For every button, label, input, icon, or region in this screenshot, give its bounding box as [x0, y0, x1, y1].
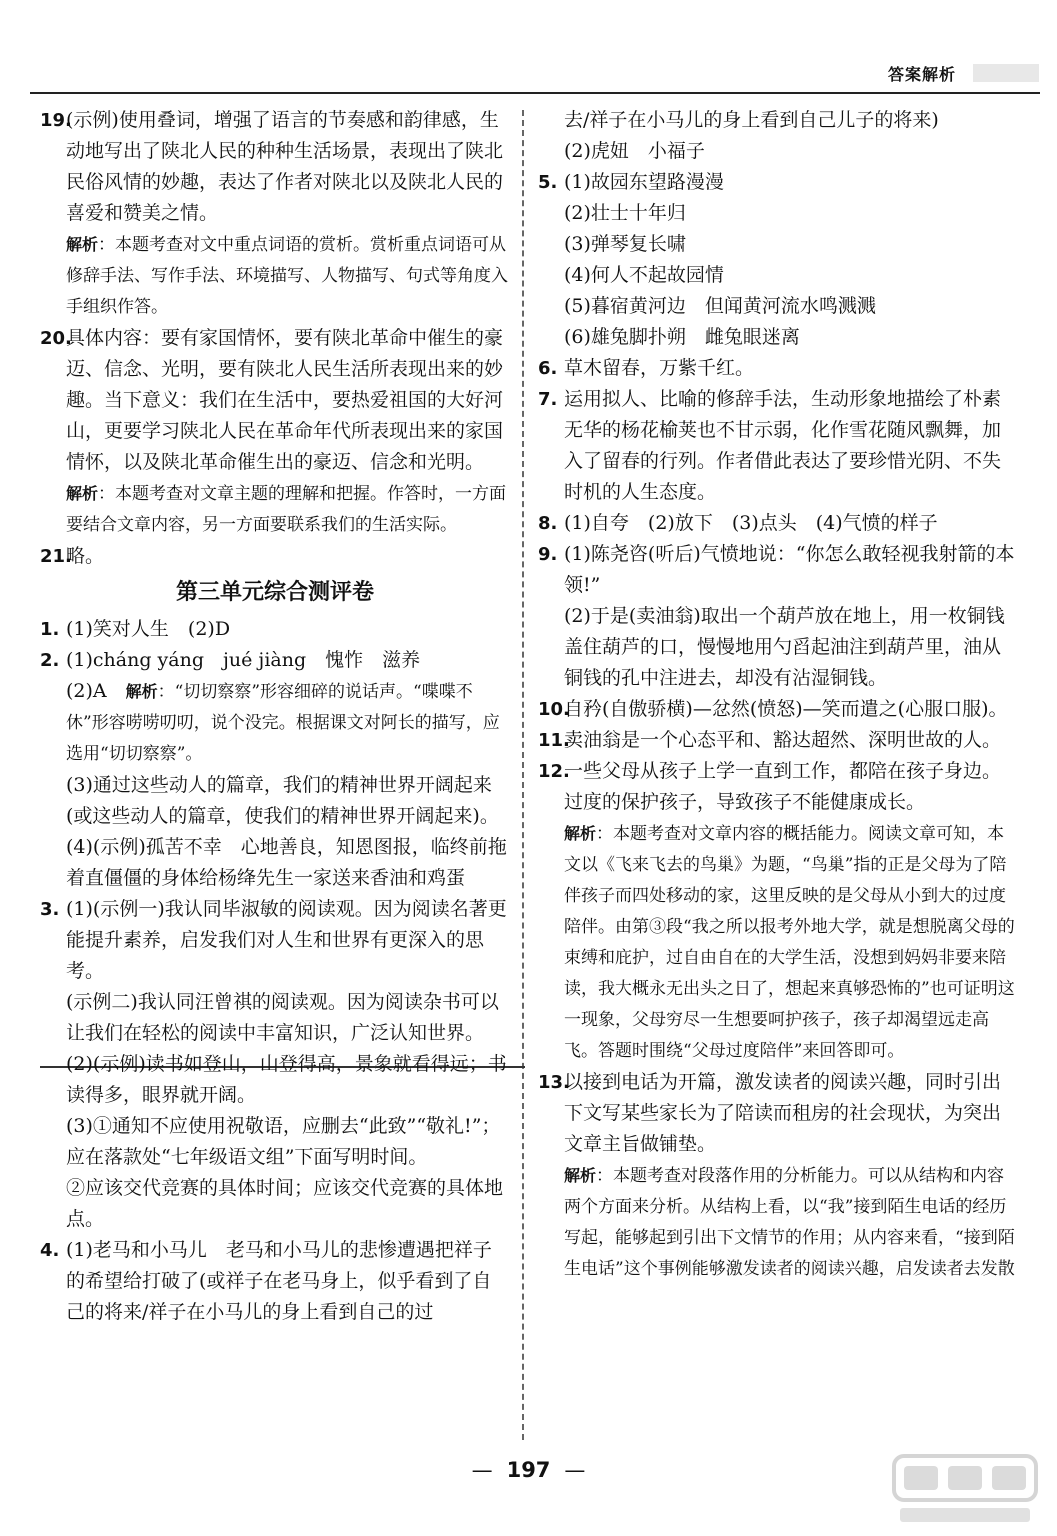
answer-9	[538, 539, 1018, 694]
answer-text: (1)自夸 (2)放下 (3)点头 (4)气愤的样子	[564, 512, 938, 534]
answer-part-1: (1)cháng yáng jué jiàng 愧怍 滋养	[66, 649, 421, 671]
analysis	[66, 229, 510, 323]
question-number: 21.	[40, 546, 72, 567]
answer-text: (示例)使用叠词，增强了语言的节奏感和韵律感，生动地写出了陕北人民的种种生活场景，表现出了陕北民俗风情的妙趣，表达了作者对陕北以及陕北人民的喜爱和赞美之情。	[66, 109, 504, 224]
question-number: 4.	[40, 1240, 60, 1261]
question-number: 3.	[40, 899, 60, 920]
answer-6	[538, 353, 1018, 384]
header-decoration	[973, 64, 1039, 82]
answer-part-2	[66, 676, 510, 770]
answer-line: (6)雄兔脚扑朔 雌兔眼迷离	[564, 326, 800, 348]
answer-text: 一些父母从孩子上学一直到工作，都陪在孩子身边。过度的保护孩子，导致孩子不能健康成长。	[564, 760, 1002, 813]
left-column	[40, 105, 510, 1328]
answer-1	[40, 614, 510, 645]
page-number-value: 197	[506, 1458, 551, 1482]
question-number: 19.	[40, 110, 72, 131]
header-rule	[30, 92, 1040, 94]
question-number: 8.	[538, 513, 558, 534]
analysis-text: ：本题考查对段落作用的分析能力。可以从结构和内容两个方面来分析。从结构上看，以“我”接到陌生电话的经历写起，能够起到引出下文情节的作用；从内容来看，“接到陌生电话”这个事例能够激发读者的阅读兴趣，启发读者去发散	[564, 1166, 1015, 1279]
question-number: 10.	[538, 699, 570, 720]
answer-12	[538, 756, 1018, 1067]
section-title: 第三单元综合测评卷	[175, 580, 374, 605]
analysis	[564, 1160, 1018, 1285]
question-number: 11.	[538, 730, 570, 751]
answer-10	[538, 694, 1018, 725]
answer-8	[538, 508, 1018, 539]
analysis-label: 解析	[125, 682, 158, 701]
analysis-label: 解析	[66, 484, 99, 503]
answer-part-1: (1)老马和小马儿 老马和小马儿的悲惨遭遇把祥子的希望给打破了(或祥子在老马身上，似乎看到了自己的将来/祥子在小马儿的身上看到自己的过	[66, 1239, 492, 1323]
answer-4	[40, 1235, 510, 1328]
header-title: 答案解析	[888, 65, 957, 84]
watermark-logo	[890, 1450, 1040, 1528]
answer-part-2: (2)虎妞 小福子	[564, 140, 705, 162]
answer-text: 略。	[66, 545, 105, 567]
page-number-dash-right: —	[564, 1458, 586, 1482]
answer-part-3b: ②应该交代竞赛的具体时间；应该交代竞赛的具体地点。	[66, 1177, 504, 1230]
answer-text: 卖油翁是一个心态平和、豁达超然、深明世故的人。	[564, 729, 1002, 751]
question-number: 20.	[40, 328, 72, 349]
answer-11	[538, 725, 1018, 756]
question-number: 9.	[538, 544, 558, 565]
answer-21	[40, 541, 510, 572]
answer-line: (5)暮宿黄河边 但闻黄河流水鸣溅溅	[564, 295, 876, 317]
answer-text: 自矜(自傲骄横)—忿然(愤怒)—笑而遣之(心服口服)。	[564, 698, 1008, 720]
answer-text: 具体内容：要有家国情怀，要有陕北革命中催生的豪迈、信念、光明，要有陕北人民生活所表现出来的妙趣。当下意义：我们在生活中，要热爱祖国的大好河山，更要学习陕北人民在革命年代所表现出来的家国情怀，以及陕北革命催生出的豪迈、信念和光明。	[66, 327, 504, 473]
answer-text: 草木留春，万紫千红。	[564, 357, 755, 379]
answer-part-1: (1)(示例一)我认同毕淑敏的阅读观。因为阅读名著更能提升素养，启发我们对人生和世界有更深入的思考。	[66, 898, 507, 982]
analysis-text: ：本题考查对文章主题的理解和把握。作答时，一方面要结合文章内容，另一方面要联系我们的生活实际。	[66, 484, 507, 535]
answer-4-continued	[538, 105, 1018, 167]
answer-line: (2)壮士十年归	[564, 202, 686, 224]
analysis	[564, 818, 1018, 1067]
right-column	[538, 105, 1018, 1285]
question-number: 5.	[538, 172, 558, 193]
answer-line: (1)故园东望路漫漫	[564, 171, 724, 193]
answer-line: (4)何人不起故园情	[564, 264, 724, 286]
analysis	[66, 478, 510, 541]
answer-part-3: (3)①通知不应使用祝敬语，应删去“此致”“敬礼!”；应在落款处“七年级语文组”下面写明时间。	[66, 1115, 501, 1168]
question-number: 1.	[40, 619, 60, 640]
answer-part-1: (1)陈尧咨(听后)气愤地说：“你怎么敢轻视我射箭的本领!”	[564, 543, 1015, 596]
answer-continuation: 去/祥子在小马儿的身上看到自己儿子的将来)	[564, 109, 939, 131]
analysis-label: 解析	[66, 235, 99, 254]
answer-13	[538, 1067, 1018, 1285]
question-number: 13.	[538, 1072, 570, 1093]
answer-part-2: (2)于是(卖油翁)取出一个葫芦放在地上，用一枚铜钱盖住葫芦的口，慢慢地用勺舀起油注到葫芦里，油从铜钱的孔中注进去，却没有沾湿铜钱。	[564, 605, 1005, 689]
question-number: 7.	[538, 389, 558, 410]
answer-part-2: (2)(示例)读书如登山，山登得高，景象就看得远；书读得多，眼界就开阔。	[66, 1053, 507, 1106]
answer-2	[40, 645, 510, 894]
column-divider	[522, 110, 524, 1440]
answer-19	[40, 105, 510, 323]
analysis-text: ：“切切察察”形容细碎的说话声。“喋喋不休”形容唠唠叨叨，说个没完。根据课文对阿长的描写，应选用“切切察察”。	[66, 682, 500, 764]
answer-text: 以接到电话为开篇，激发读者的阅读兴趣，同时引出下文写某些家长为了陪读而租房的社会现状，为突出文章主旨做铺垫。	[564, 1071, 1002, 1155]
page-number-dash-left: —	[471, 1458, 493, 1482]
question-number: 12.	[538, 761, 570, 782]
analysis-label: 解析	[564, 824, 597, 843]
analysis-text: ：本题考查对文中重点词语的赏析。赏析重点词语可从修辞手法、写作手法、环境描写、人物描写、句式等角度入手组织作答。	[66, 235, 508, 317]
answer-line: (3)弹琴复长啸	[564, 233, 686, 255]
analysis-text: ：本题考查对文章内容的概括能力。阅读文章可知，本文以《飞来飞去的鸟巢》为题，“鸟巢”指的正是父母为了陪伴孩子而四处移动的家，这里反映的是父母从小到大的过度陪伴。由第③段“我之所以报考外地大学，就是想脱离父母的束缚和庇护，过自由自在的大学生活，没想到妈妈非要来陪读，我大概永无出头之日了，想起来真够恐怖的”也可证明这一现象，父母穷尽一生想要呵护孩子，孩子却渴望远走高飞。答题时围绕“父母过度陪伴”来回答即可。	[564, 824, 1015, 1061]
answer-20	[40, 323, 510, 541]
answer-7	[538, 384, 1018, 508]
answer-part-4: (4)(示例)孤苦不幸 心地善良，知恩图报，临终前拖着直僵僵的身体给杨绛先生一家送来香油和鸡蛋	[66, 836, 507, 889]
answer-part-1b: (示例二)我认同汪曾祺的阅读观。因为阅读杂书可以让我们在轻松的阅读中丰富知识，广泛认知世界。	[66, 991, 499, 1044]
answer-5	[538, 167, 1018, 353]
answer-text: (1)笑对人生 (2)D	[66, 618, 231, 640]
answer-3	[40, 894, 510, 1235]
question-number: 6.	[538, 358, 558, 379]
question-number: 2.	[40, 650, 60, 671]
answer-text: 运用拟人、比喻的修辞手法，生动形象地描绘了朴素无华的杨花榆荚也不甘示弱，化作雪花随风飘舞，加入了留春的行列。作者借此表达了要珍惜光阴、不失时机的人生态度。	[564, 388, 1002, 503]
answer-part-3: (3)通过这些动人的篇章，我们的精神世界开阔起来(或这些动人的篇章，使我们的精神世界开阔起来)。	[66, 774, 499, 827]
analysis-label: 解析	[564, 1166, 597, 1185]
answer-part-2-main: (2)A	[66, 680, 126, 702]
